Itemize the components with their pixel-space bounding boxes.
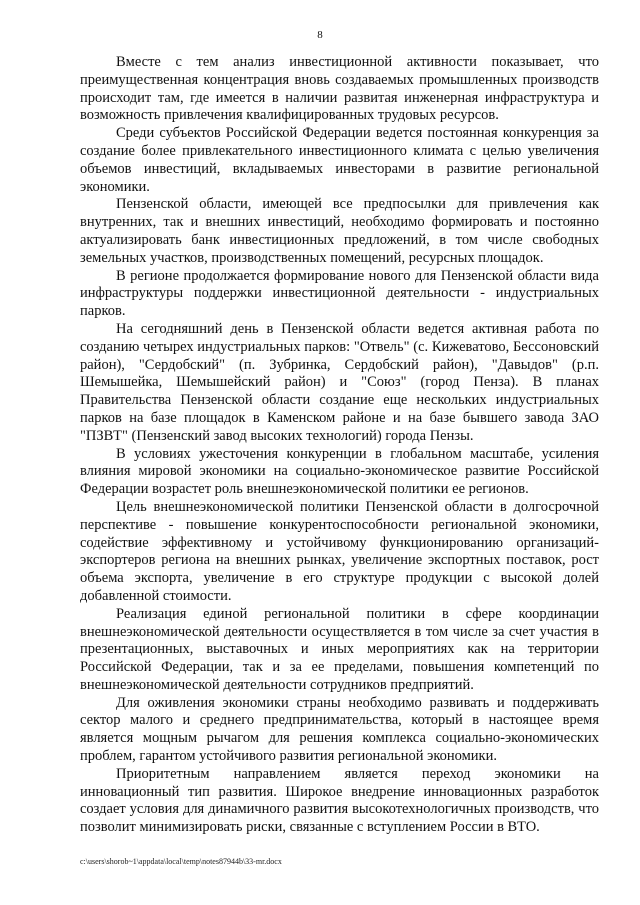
paragraph-industrial-parks-intro: В регионе продолжается формирование нового для Пензенской области вида инфраструктуры поддержки инвестиционной деятельности - индустриальных парков. bbox=[80, 267, 599, 320]
paragraph-four-industrial-parks: На сегодняшний день в Пензенской области ведется активная работа по созданию четырех индустриальных парков: "Отвель" (с. Кижеватово, Бессоновский район), "Сердобский" (п. Зубринка, Сердобский район), "Давыдов" (р.п. Шемышейка, Шемышейский район) и "Союз" (город Пенза). В планах Правительства Пензенской области создание еще нескольких индустриальных парков на базе площадок в Каменском районе и на базе бывшего завода ЗАО "ПЗВТ" (Пензенский завод высоких технологий) города Пензы. bbox=[80, 320, 599, 444]
paragraph-innovation-priority: Приоритетным направлением является переход экономики на инновационный тип развития. Широкое внедрение инновационных разработок создает условия для динамичного развития высокотехнологичных производств, что позволит минимизировать риски, связанные с вступлением России в ВТО. bbox=[80, 765, 599, 836]
paragraph-foreign-economic-goal: Цель внешнеэкономической политики Пензенской области в долгосрочной перспективе - повышение конкурентоспособности региональной экономики, содействие эффективному и устойчивому функционированию организаций-экспортеров региона на внешних рынках, увеличение экспортных поставок, рост объема экспорта, увеличение в его структуре продукции с высокой долей добавленной стоимости. bbox=[80, 498, 599, 604]
paragraph-regional-policy: Реализация единой региональной политики в сфере координации внешнеэкономической деятельности осуществляется в том числе за счет участия в презентационных, выставочных и иных мероприятиях как на территории Российской Федерации, так и за ее пределами, повышения компетенций по внешнеэкономической деятельности сотрудников предприятий. bbox=[80, 605, 599, 693]
paragraph-penza-investments: Пензенской области, имеющей все предпосылки для привлечения как внутренних, так и внешних инвестиций, необходимо формировать и постоянно актуализировать банк инвестиционных предложений, в том числе свободных земельных участков, производственных помещений, ресурсных площадок. bbox=[80, 196, 599, 266]
document-body bbox=[80, 54, 599, 837]
page-number: 8 bbox=[317, 29, 323, 41]
paragraph-small-business: Для оживления экономики страны необходимо развивать и поддерживать сектор малого и среднего предпринимательства, который в настоящее время является мощным рычагом для решения комплекса социально-экономических проблем, гарантом устойчивого развития региональной экономики. bbox=[80, 694, 599, 765]
paragraph-global-competition: В условиях ужесточения конкуренции в глобальном масштабе, усиления влияния мировой экономики на социально-экономическое развитие Российской Федерации возрастет роль внешнеэкономической политики ее регионов. bbox=[80, 445, 599, 498]
paragraph-regional-competition: Среди субъектов Российской Федерации ведется постоянная конкуренция за создание более привлекательного инвестиционного климата с целью увеличения объемов инвестиций, вкладываемых инвесторами в развитие региональной экономики. bbox=[80, 125, 599, 195]
file-path-footer: c:\users\shorob~1\appdata\local\temp\notes87944b\33-mr.docx bbox=[80, 857, 282, 866]
paragraph-investment-activity: Вместе с тем анализ инвестиционной активности показывает, что преимущественная концентрация вновь создаваемых промышленных производств происходит там, где имеется в наличии развитая инженерная инфраструктура и возможность привлечения квалифицированных трудовых ресурсов. bbox=[80, 54, 599, 124]
